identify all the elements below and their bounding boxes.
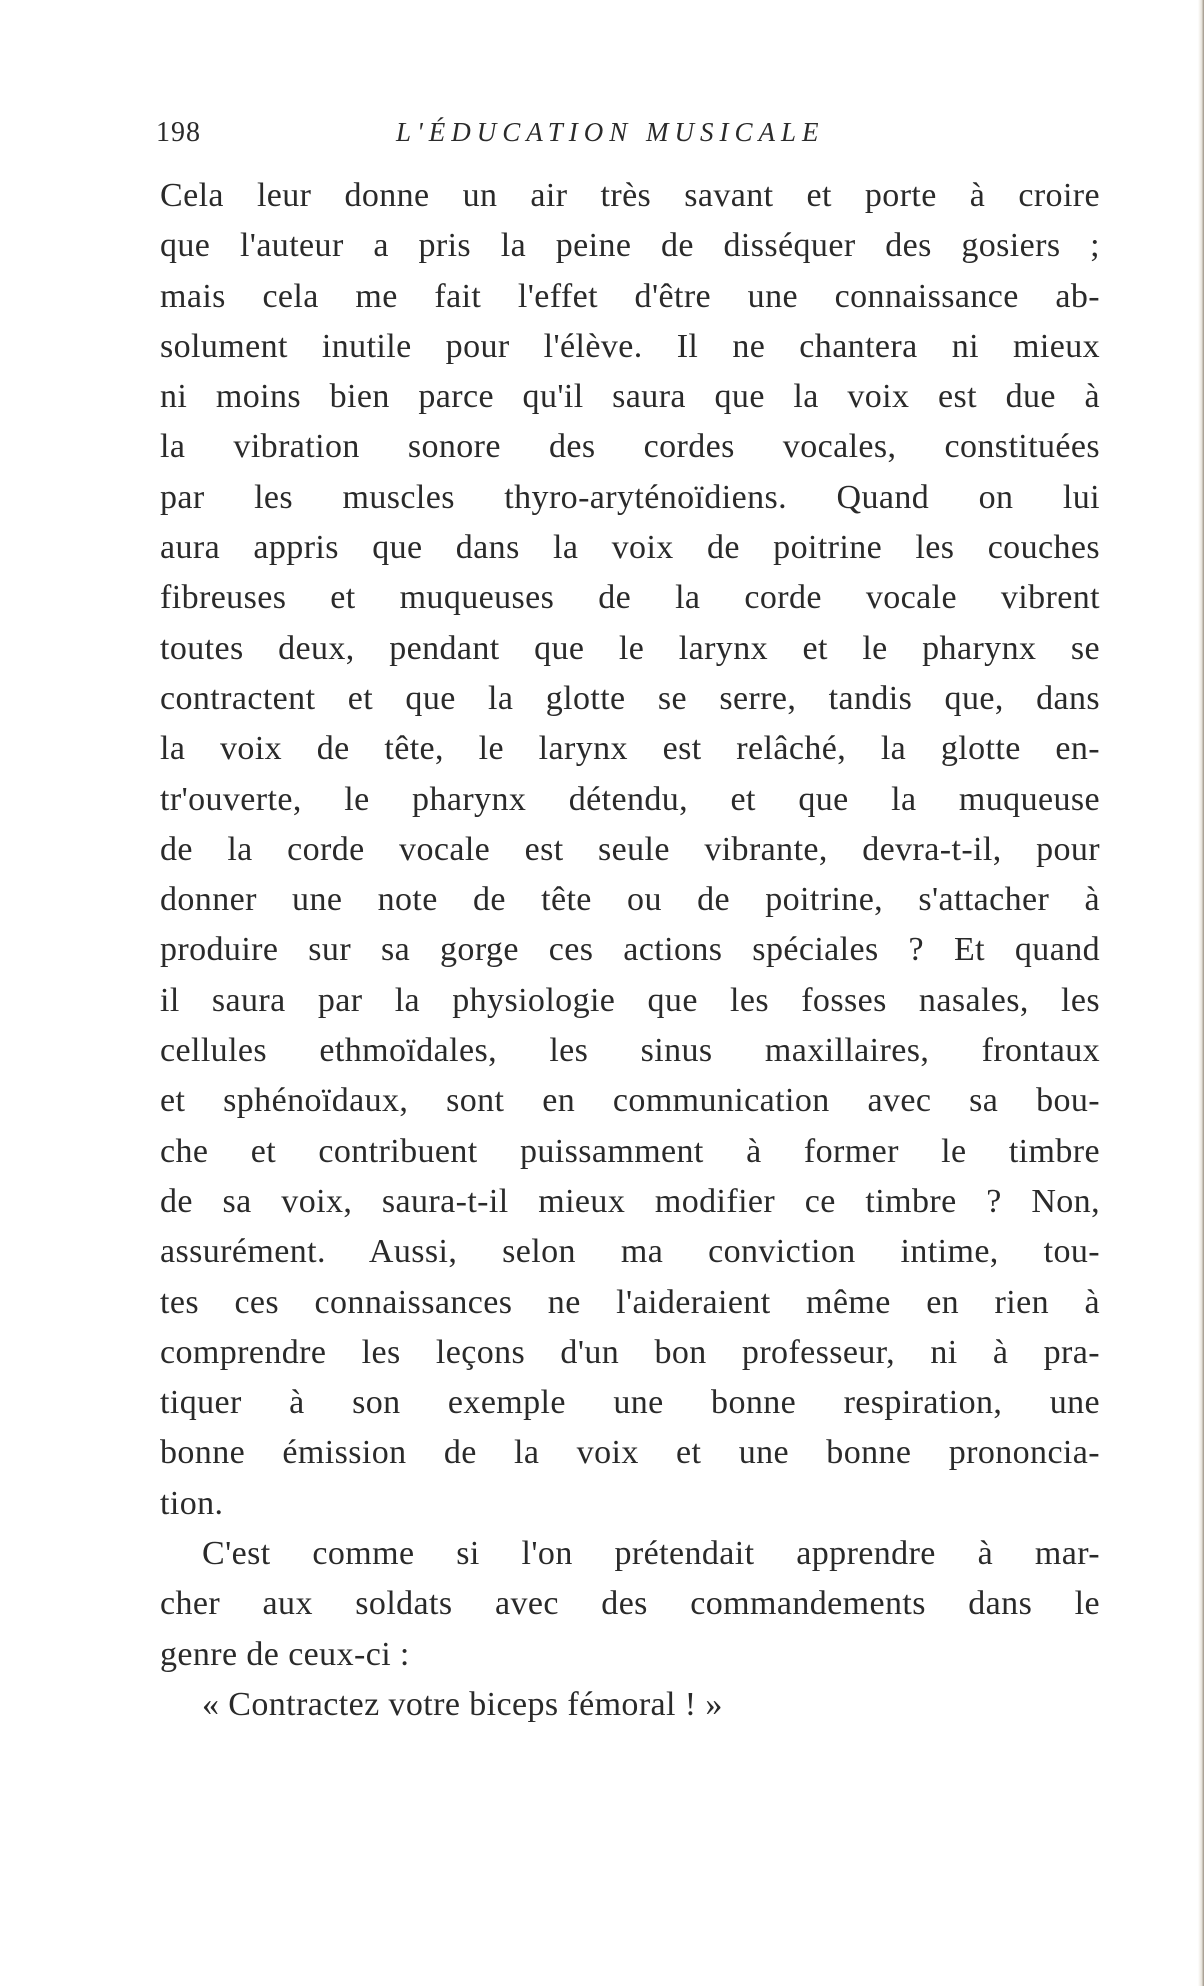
text-line: C'est comme si l'on prétendait apprendre à mar- — [202, 1535, 1100, 1573]
text-line: solument inutile pour l'élève. Il ne chantera ni mieux — [160, 327, 1100, 365]
text-line: mais cela me fait l'effet d'être une connaissance ab- — [160, 277, 1100, 315]
text-line: que l'auteur a pris la peine de disséquer des gosiers ; — [160, 227, 1100, 265]
text-line: tr'ouverte, le pharynx détendu, et que la muqueuse — [160, 780, 1100, 818]
text-line: et sphénoïdaux, sont en communication avec sa bou- — [160, 1082, 1100, 1120]
page-number: 198 — [156, 117, 201, 148]
text-line: la voix de tête, le larynx est relâché, la glotte en- — [160, 730, 1100, 768]
text-line: de la corde vocale est seule vibrante, devra-t-il, pour — [160, 830, 1100, 868]
page-edge-shadow — [1198, 0, 1204, 1986]
text-line: cellules ethmoïdales, les sinus maxillaires, frontaux — [160, 1032, 1100, 1070]
text-line: aura appris que dans la voix de poitrine les couches — [160, 529, 1100, 567]
text-line: cher aux soldats avec des commandements dans le — [160, 1585, 1100, 1623]
text-line: che et contribuent puissamment à former le timbre — [160, 1132, 1100, 1170]
text-line: tion. — [160, 1484, 224, 1522]
running-title: L'ÉDUCATION MUSICALE — [396, 117, 825, 147]
text-line: assurément. Aussi, selon ma conviction intime, tou- — [160, 1233, 1100, 1271]
text-line: donner une note de tête ou de poitrine, s'attacher à — [160, 881, 1100, 919]
text-line: « Contractez votre biceps fémoral ! » — [202, 1685, 723, 1723]
text-line: toutes deux, pendant que le larynx et le pharynx se — [160, 629, 1100, 667]
text-line: produire sur sa gorge ces actions spéciales ? Et quand — [160, 931, 1100, 969]
text-line: fibreuses et muqueuses de la corde vocale vibrent — [160, 579, 1100, 617]
text-line: contractent et que la glotte se serre, tandis que, dans — [160, 679, 1100, 717]
text-line: de sa voix, saura-t-il mieux modifier ce timbre ? Non, — [160, 1182, 1100, 1220]
text-line: Cela leur donne un air très savant et porte à croire — [160, 177, 1100, 214]
text-line: comprendre les leçons d'un bon professeur, ni à pra- — [160, 1333, 1100, 1371]
body-text — [160, 171, 1100, 1730]
page-header — [156, 117, 1100, 157]
text-line: bonne émission de la voix et une bonne prononcia- — [160, 1434, 1100, 1472]
text-line: la vibration sonore des cordes vocales, constituées — [160, 428, 1100, 466]
text-line: tes ces connaissances ne l'aideraient même en rien à — [160, 1283, 1100, 1321]
text-line: par les muscles thyro-aryténoïdiens. Quand on lui — [160, 478, 1100, 516]
text-line: il saura par la physiologie que les fosses nasales, les — [160, 981, 1100, 1019]
text-line: tiquer à son exemple une bonne respiration, une — [160, 1384, 1100, 1422]
text-line: genre de ceux-ci : — [160, 1635, 410, 1673]
text-line: ni moins bien parce qu'il saura que la voix est due à — [160, 378, 1100, 416]
